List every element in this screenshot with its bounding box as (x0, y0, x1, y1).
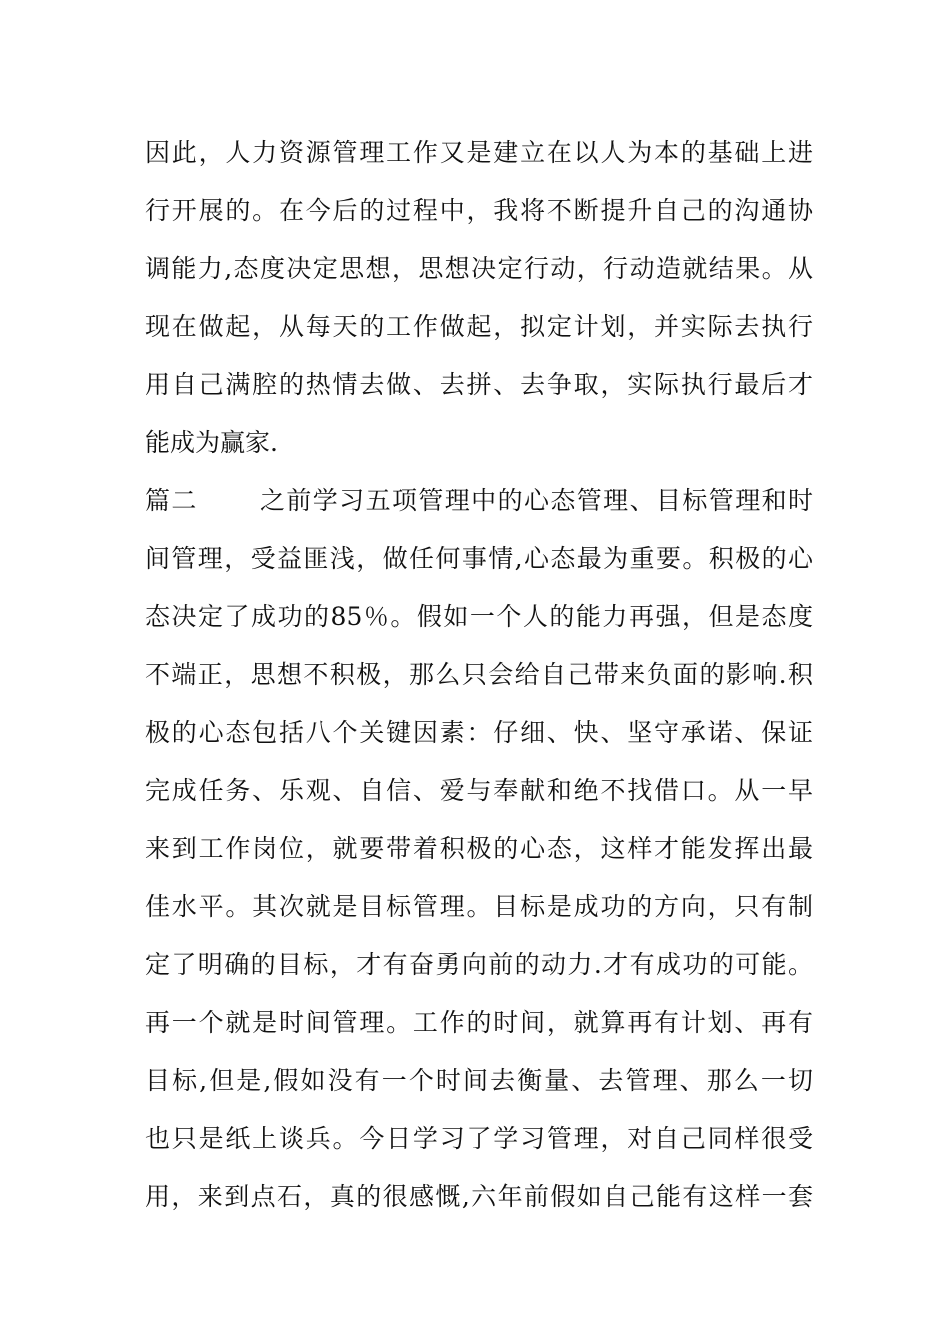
text-line: 调能力,态度决定思想，思想决定行动，行动造就结果。从 (145, 254, 813, 283)
text-line: 用自己满腔的热情去做、去拼、去争取，实际执行最后才 (145, 370, 813, 399)
text-line: 极的心态包括八个关键因素：仔细、快、坚守承诺、保证 (145, 718, 813, 747)
text-line: 行开展的。在今后的过程中，我将不断提升自己的沟通协 (145, 196, 813, 225)
text-line: 因此，人力资源管理工作又是建立在以人为本的基础上进 (145, 138, 813, 167)
text-line: 再一个就是时间管理。工作的时间，就算再有计划、再有 (145, 1008, 813, 1037)
text-line: 态决定了成功的85％。假如一个人的能力再强，但是态度 (145, 602, 813, 631)
text-line: 现在做起，从每天的工作做起，拟定计划，并实际去执行 (145, 312, 813, 341)
section-heading-line: 篇二 之前学习五项管理中的心态管理、目标管理和时 (145, 486, 813, 515)
text-line: 完成任务、乐观、自信、爱与奉献和绝不找借口。从一早 (145, 776, 813, 805)
text-line: 佳水平。其次就是目标管理。目标是成功的方向，只有制 (145, 892, 813, 921)
text-line: 也只是纸上谈兵。今日学习了学习管理，对自己同样很受 (145, 1124, 813, 1153)
text-line: 能成为赢家. (145, 428, 278, 457)
text-line: 不端正，思想不积极，那么只会给自己带来负面的影响.积 (145, 660, 813, 689)
text-line: 来到工作岗位，就要带着积极的心态，这样才能发挥出最 (145, 834, 813, 863)
text-line: 用，来到点石，真的很感慨,六年前假如自己能有这样一套 (145, 1182, 813, 1211)
text-line: 间管理，受益匪浅，做任何事情,心态最为重要。积极的心 (145, 544, 813, 573)
text-line: 目标,但是,假如没有一个时间去衡量、去管理、那么一切 (145, 1066, 813, 1095)
text-line: 定了明确的目标，才有奋勇向前的动力.才有成功的可能。 (145, 950, 813, 979)
document-page (145, 124, 813, 1226)
